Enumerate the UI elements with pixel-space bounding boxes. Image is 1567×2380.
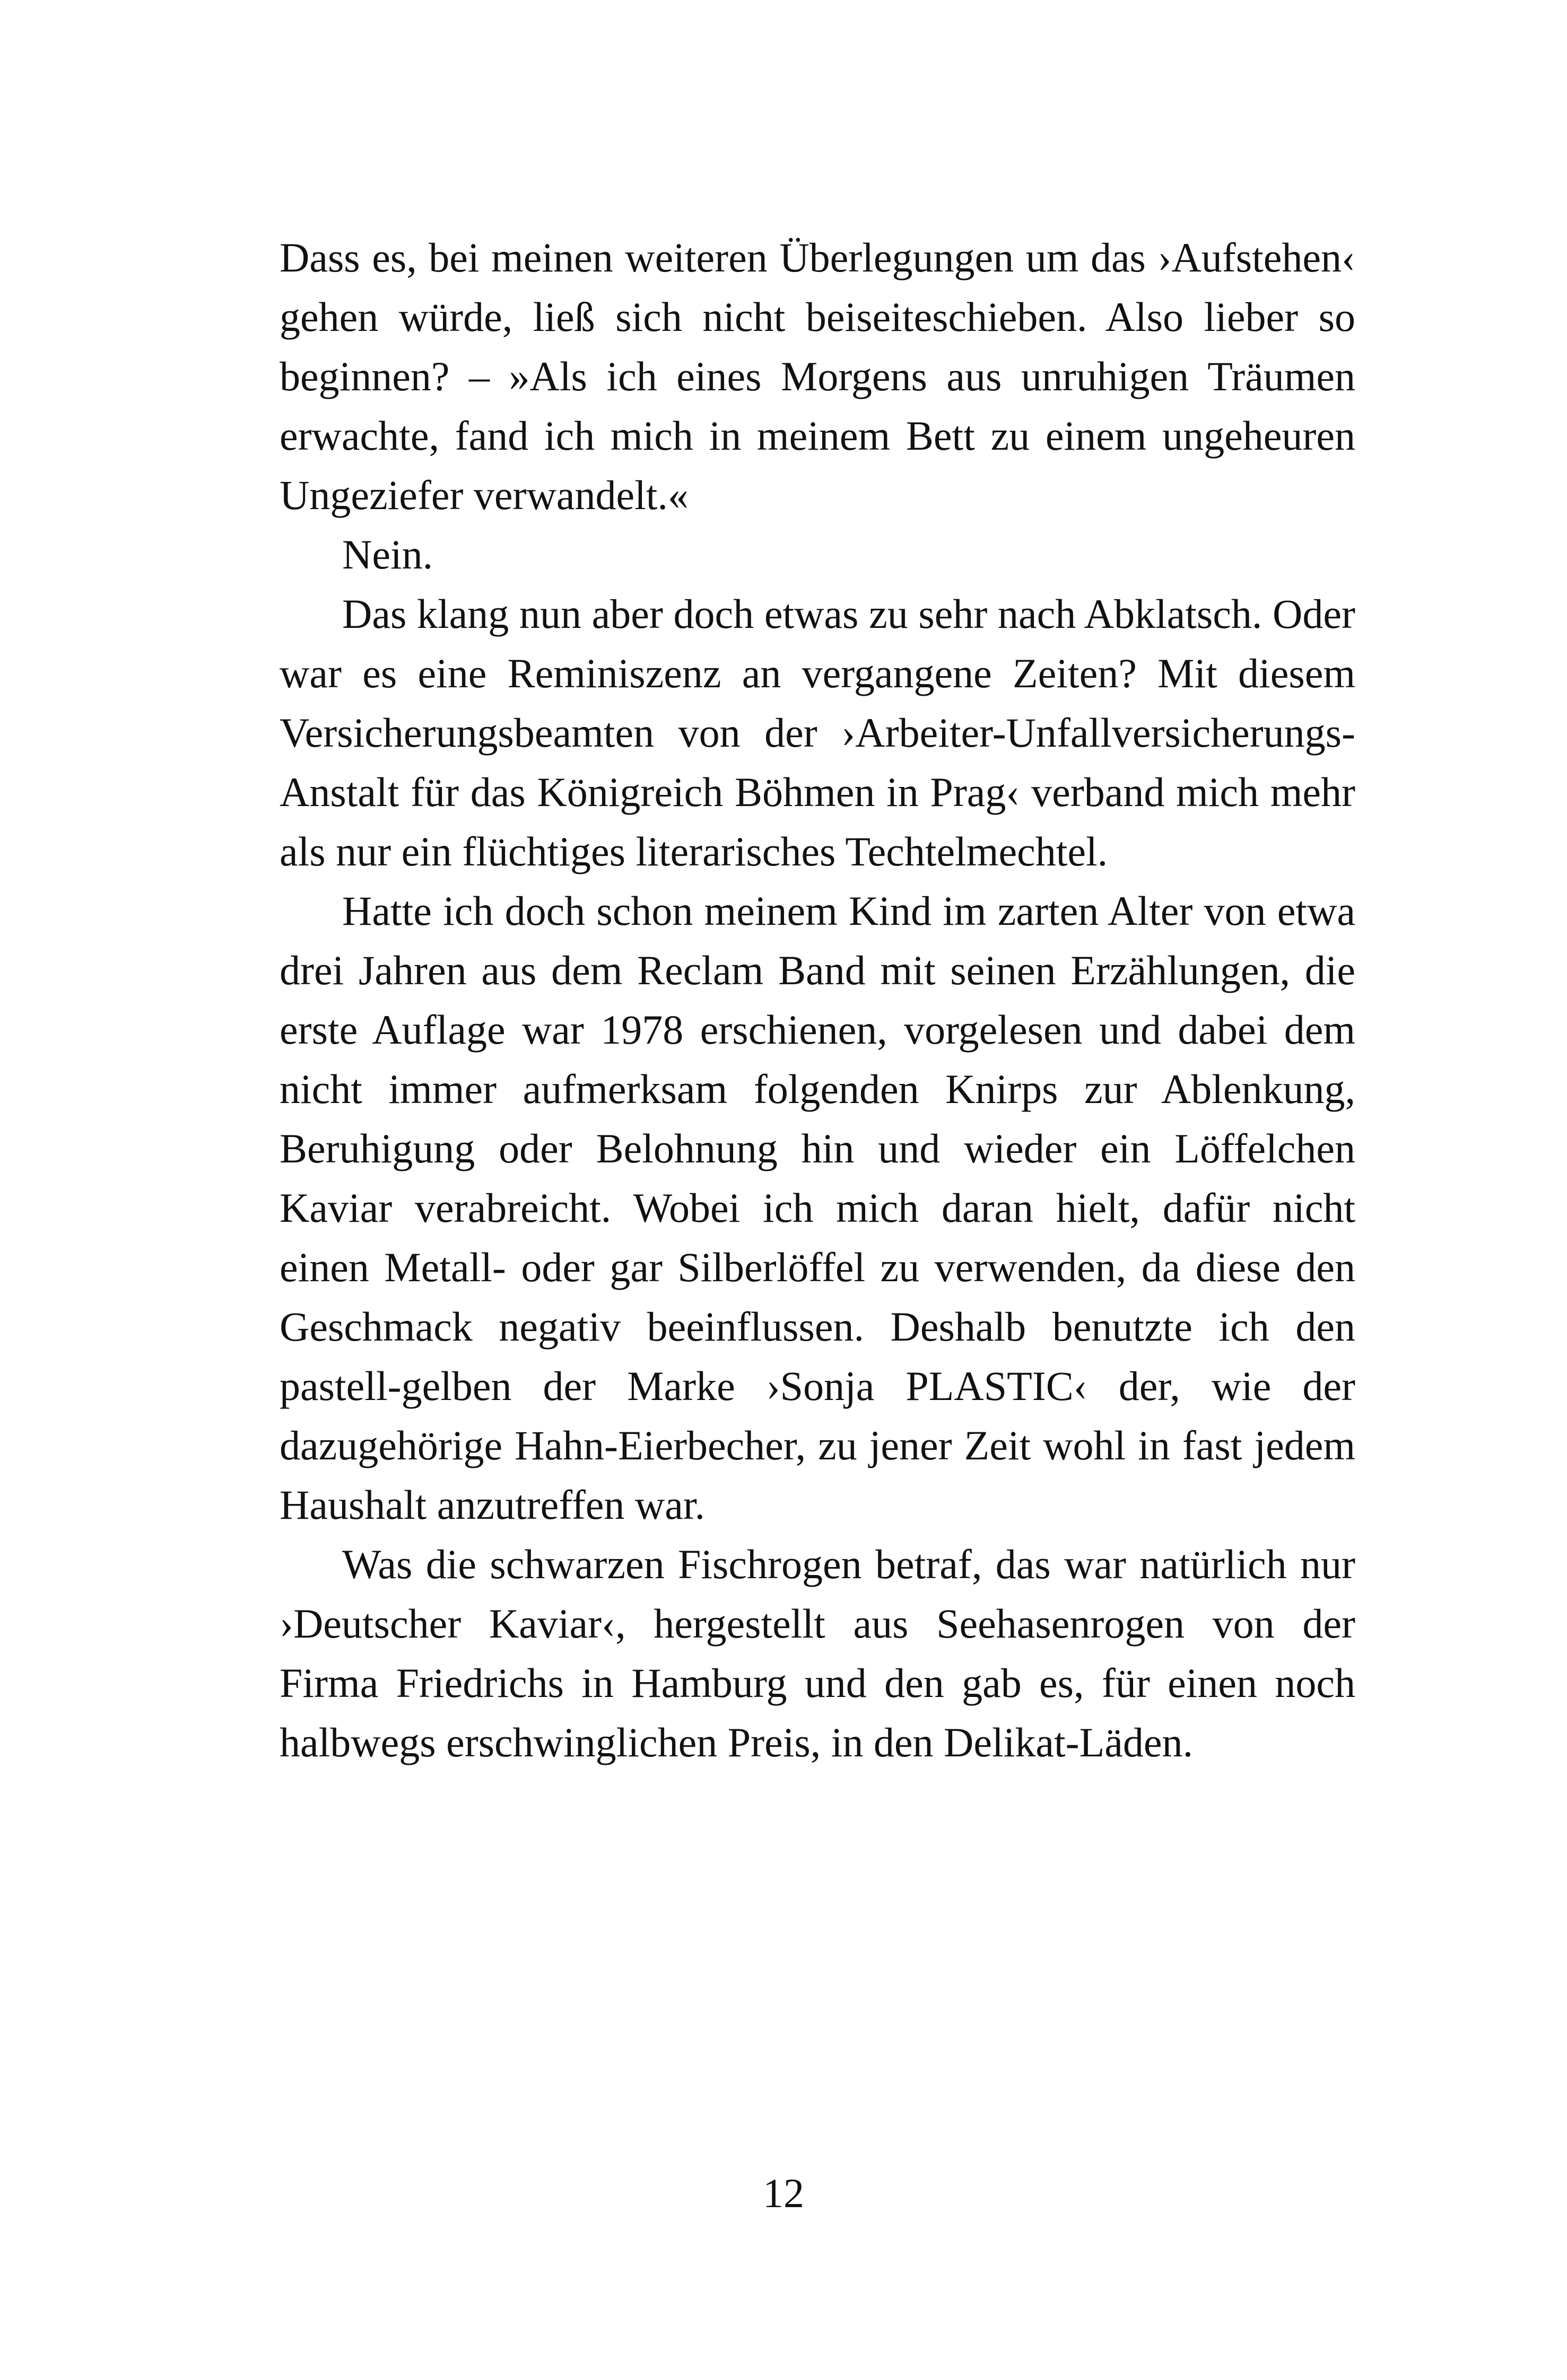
paragraph-1: Dass es, bei meinen weiteren Überlegungen um das ›Aufstehen‹ gehen würde, ließ sich nicht beiseiteschieben. Also lieber so beginnen? – »Als ich eines Morgens aus unruhigen Träumen erwachte, fand ich mich in meinem Bett zu einem ungeheuren Ungeziefer verwandelt.« xyxy=(280,234,1355,518)
paragraph-3: Das klang nun aber doch etwas zu sehr nach Abklatsch. Oder war es eine Reminiszenz an vergangene Zeiten? Mit diesem Versicherungsbeamten von der ›Arbeiter-Unfallversicherungs-Anstalt für das Königreich Böhmen in Prag‹ verband mich mehr als nur ein flüchtiges literarisches Techtelmechtel. xyxy=(280,591,1355,874)
paragraph-2: Nein. xyxy=(342,531,433,578)
body-text xyxy=(280,228,1355,1772)
page-number: 12 xyxy=(763,2170,804,2216)
paragraph-4 xyxy=(280,881,1355,1535)
paragraph-4-text-after: ‹ der, wie der dazugehörige Hahn-Eierbecher, zu jener Zeit wohl in fast jedem Haushalt anzutreffen war. xyxy=(280,1363,1355,1528)
brand-name: PLASTIC xyxy=(906,1363,1074,1409)
paragraph-4-text-before: Hatte ich doch schon meinem Kind im zarten Alter von etwa drei Jahren aus dem Reclam Band mit seinen Erzählungen, die erste Auflage war 1978 erschienen, vorgelesen und dabei dem nicht immer aufmerksam folgenden Knirps zur Ablenkung, Beruhigung oder Belohnung hin und wieder ein Löffelchen Kaviar verabreicht. Wobei ich mich daran hielt, dafür nicht einen Metall- oder gar Silberlöffel zu verwenden, da diese den Geschmack negativ beeinflussen. Deshalb benutzte ich den pastell-gelben der Marke ›Sonja xyxy=(280,888,1355,1409)
paragraph-5: Was die schwarzen Fischrogen betraf, das war natürlich nur ›Deutscher Kaviar‹, hergestellt aus Seehasenrogen von der Firma Friedrichs in Hamburg und den gab es, für einen noch halbwegs erschwinglichen Preis, in den Delikat-Läden. xyxy=(280,1541,1355,1765)
